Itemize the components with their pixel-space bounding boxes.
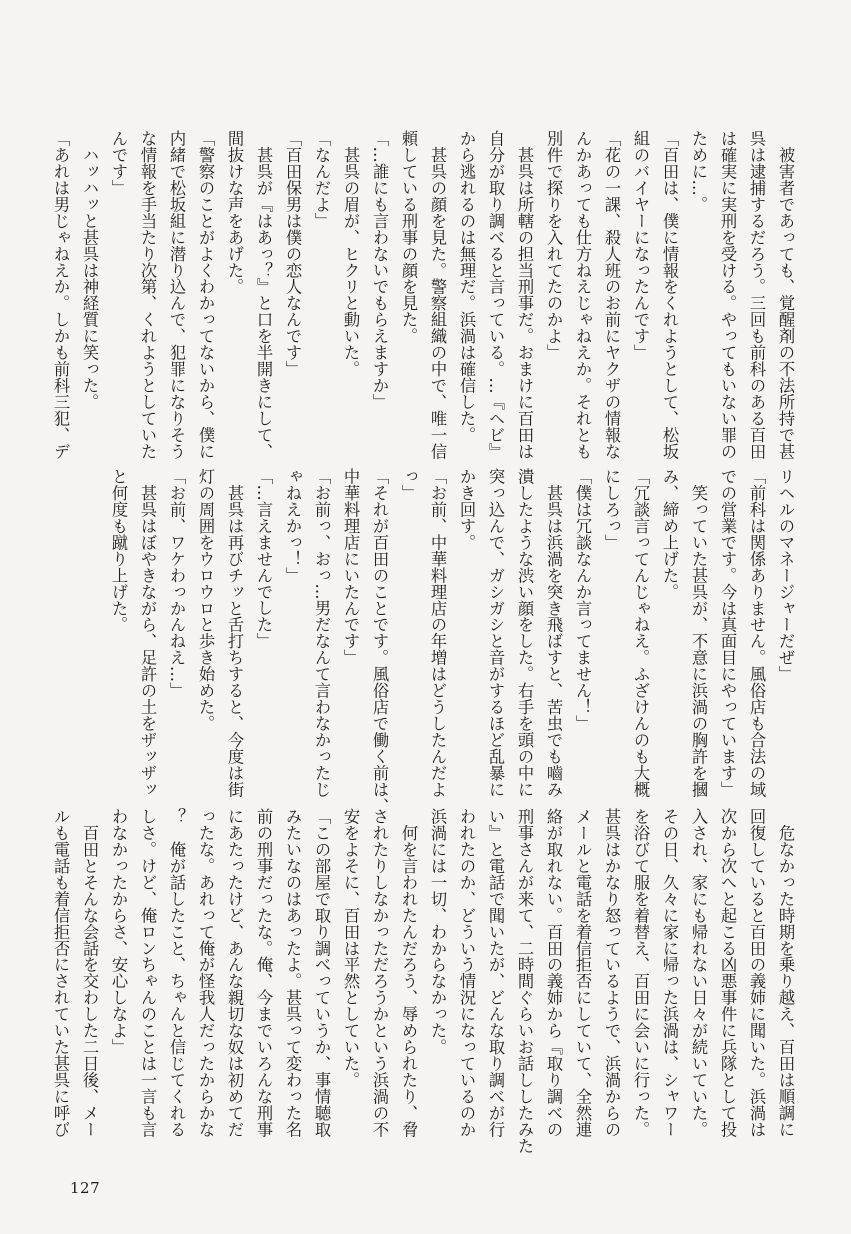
text-line: っ」 (399, 468, 418, 501)
text-line: 甚呉は再びチッと舌打ちすると、今度は街 (225, 468, 244, 798)
page-number: 127 (70, 1179, 101, 1197)
text-line: 「なんだよ」 (312, 130, 331, 229)
text-line: 間抜けな声をあげた。 (225, 130, 244, 295)
text-line: 甚呉はぼやきながら、足許の土をザッザッ (138, 468, 157, 798)
text-line: 自分が取り調べると言っている。…『ヘビ』 (486, 130, 505, 460)
text-line: 危なかった時期を乗り越え、百田は順調に (776, 808, 795, 1138)
text-line: 別件で探りを入れてたのかよ」 (544, 130, 563, 361)
text-line: 突っ込んで、ガシガシと音がするほど乱暴に (486, 468, 505, 798)
text-line: 「それが百田のことです。風俗店で働く前は、 (370, 468, 389, 815)
text-line: 潰したような渋い顔をした。右手を頭の中に (515, 468, 534, 798)
text-line: リヘルのマネージャーだぜ」 (776, 468, 795, 683)
text-line: んです」 (109, 130, 128, 196)
text-line: 「僕は冗談なんか言ってません！」 (573, 468, 592, 732)
text-line: 「あれは男じゃねえか。しかも前科三犯、デ (51, 130, 70, 460)
text-line: わなかったからさ、安心しなよ」 (109, 808, 128, 1056)
text-line: 回復していると百田の義姉に聞いた。浜渦は (747, 808, 766, 1138)
text-line: 「お前っ、おっ…男だなんて言わなかったじ (312, 468, 331, 798)
text-line: み、締め上げた。 (660, 468, 679, 600)
text-line: ったな。あれって俺が怪我人だったからかな (196, 808, 215, 1138)
text-line: んかあっても仕方ねえじゃねえか。それとも (573, 130, 592, 460)
text-line: ？ 俺が話したこと、ちゃんと信じてくれる (167, 808, 186, 1138)
text-line: 甚呉の顔を見た。警察組織の中で、唯一信 (428, 130, 447, 460)
text-line: 中華料理店にいたんです」 (341, 468, 360, 666)
text-line: われたのか、どういう情況になっているのか (457, 808, 476, 1138)
text-line: 安をよそに、百田は平然としていた。 (341, 808, 360, 1089)
text-line: な情報を手当たり次第、くれようとしていた (138, 130, 157, 460)
text-line: 「お前、中華料理店の年増はどうしたんだよ (428, 468, 447, 798)
text-line: 組のバイヤーになったんです」 (631, 130, 650, 361)
text-line: ために…。 (689, 130, 708, 213)
text-line: 絡が取れない。百田の義姉から『取り調べの (544, 808, 563, 1138)
text-line: 刑事さんが来て、二時間ぐらいお話ししたみた (515, 808, 534, 1155)
text-line: にしろっ」 (602, 468, 621, 551)
text-line: 百田とそんな会話を交わした二日後、メー (80, 808, 99, 1138)
text-line: 甚呉の眉が、ヒクリと動いた。 (341, 130, 360, 378)
text-line: 「警察のことがよくわかってないから、僕に (196, 130, 215, 460)
text-line: 「花の一課、殺人班のお前にヤクザの情報な (602, 130, 621, 460)
text-line: メールと電話を着信拒否にしていて、全然連 (573, 808, 592, 1138)
text-line: 呉は逮捕するだろう。三回も前科のある百田 (747, 130, 766, 460)
text-line: 次から次へと起こる凶悪事件に兵隊として投 (718, 808, 737, 1138)
text-line: 「この部屋で取り調べっていうか、事情聴取 (312, 808, 331, 1138)
text-line: を浴びて服を着替え、百田に会いに行った。 (631, 808, 650, 1138)
text-line: い』と電話で聞いたが、どんな取り調べが行 (486, 808, 505, 1138)
text-line: 入され、家にも帰れない日々が続いていた。 (689, 808, 708, 1138)
text-line: と何度も蹴り上げた。 (109, 468, 128, 633)
text-line: 前の刑事だったな。俺、今までいろんな刑事 (254, 808, 273, 1138)
text-line: 甚呉は所轄の担当刑事だ。おまけに百田は (515, 130, 534, 460)
text-line: 「お前、ワケわっかんねえ…」 (167, 468, 186, 699)
text-line: されたりしなかっただろうかという浜渦の不 (370, 808, 389, 1138)
text-line: ハッハッと甚呉は神経質に笑った。 (80, 130, 99, 411)
text-line: 浜渦には一切、わからなかった。 (428, 808, 447, 1056)
text-line: しさ。けど、俺ロンちゃんのことは一言も言 (138, 808, 157, 1138)
text-line: は確実に実刑を受ける。やってもいない罪の (718, 130, 737, 460)
text-line: 「百田保男は僕の恋人なんです」 (283, 130, 302, 378)
text-line: みたいなのはあったよ。甚呉って変わった名 (283, 808, 302, 1138)
text-line: 何を言われたんだろう、辱められたり、脅 (399, 808, 418, 1138)
text-line: 「…誰にも言わないでもらえますか」 (370, 130, 389, 411)
text-line: かき回す。 (457, 468, 476, 551)
text-line: 甚呉が『はあっ？』と口を半開きにして、 (254, 130, 273, 460)
text-line: 内緒で松坂組に潜り込んで、犯罪になりそう (167, 130, 186, 460)
text-line: その日、久々に家に帰った浜渦は、シャワー (660, 808, 679, 1138)
text-line: ルも電話も着信拒否にされていた甚呉に呼び (51, 808, 70, 1138)
text-line: から逃れるのは無理だ。浜渦は確信した。 (457, 130, 476, 444)
text-block-bottom (51, 808, 800, 1155)
text-line: ゃねえかっ！」 (283, 468, 302, 584)
text-line: 「…言えませんでした」 (254, 468, 273, 650)
text-line: 甚呉は浜渦を突き飛ばすと、苦虫でも嚙み (544, 468, 563, 798)
text-block-top (51, 130, 800, 460)
text-line: 被害者であっても、覚醒剤の不法所持で甚 (776, 130, 795, 460)
text-line: 頼している刑事の顔を見た。 (399, 130, 418, 345)
text-line: 笑っていた甚呉が、不意に浜渦の胸許を摑 (689, 468, 708, 798)
text-line: 灯の周囲をウロウロと歩き始めた。 (196, 468, 215, 732)
text-line: にあたったけど、あんな親切な奴は初めてだ (225, 808, 244, 1138)
text-block-middle (109, 468, 800, 815)
text-line: 「前科は関係ありません。風俗店も合法の域 (747, 468, 766, 798)
text-line: 「百田は、僕に情報をくれようとして、松坂 (660, 130, 679, 460)
text-line: 甚呉はかなり怒っているようで、浜渦からの (602, 808, 621, 1138)
text-line: での営業です。今は真面目にやっています」 (718, 468, 737, 798)
text-line: 「冗談言ってんじゃねえ。ふざけんのも大概 (631, 468, 650, 798)
